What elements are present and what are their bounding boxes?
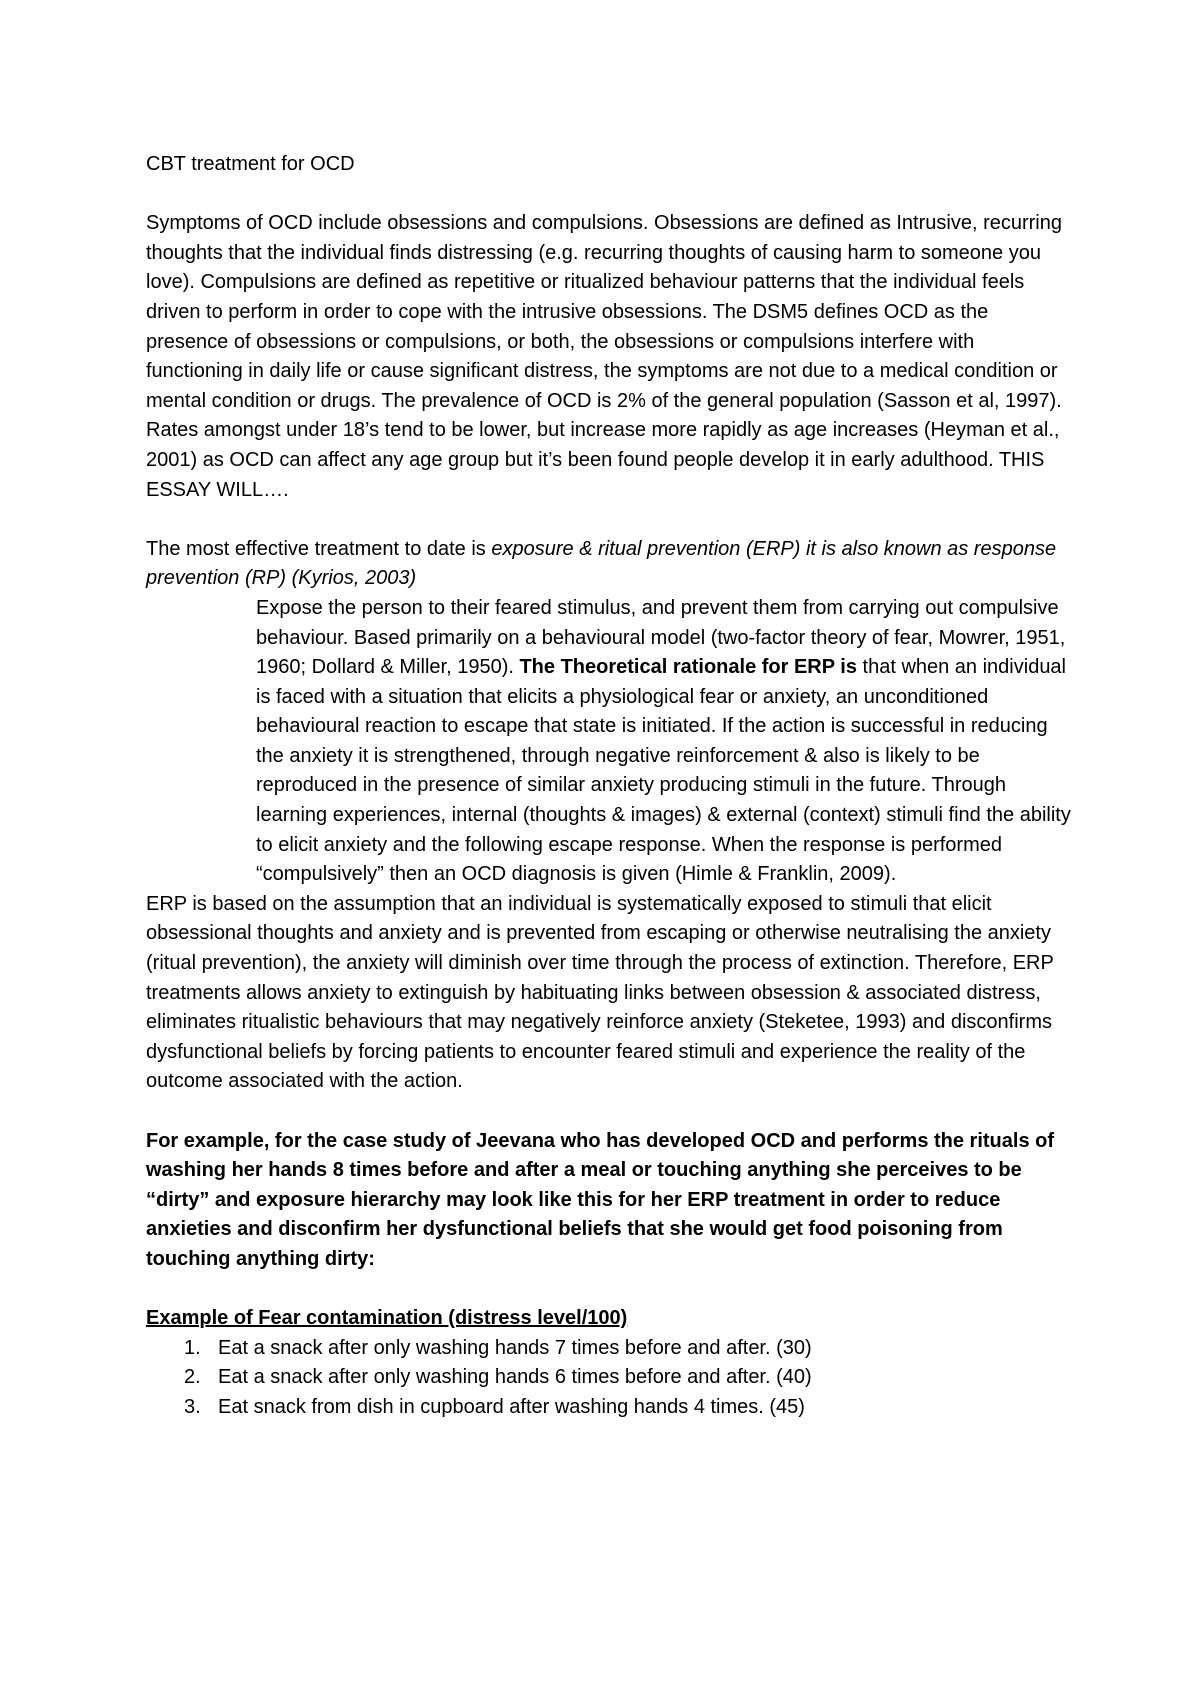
exposure-hierarchy-list — [146, 1334, 1076, 1423]
intro-paragraph: Symptoms of OCD include obsessions and compulsions. Obsessions are defined as Intrusive, recurring thoughts that the individual finds distressing (e.g. recurring thoughts of causing harm to someone you love). Compulsions are defined as repetitive or ritualized behaviour patterns that the individual feels driven to perform in order to cope with the intrusive obsessions. The DSM5 defines OCD as the presence of obsessions or compulsions, or both, the obsessions or compulsions interfere with functioning in daily life or cause significant distress, the symptoms are not due to a medical condition or mental condition or drugs. The prevalence of OCD is 2% of the general population (Sasson et al, 1997). Rates amongst under 18’s tend to be lower, but increase more rapidly as age increases (Heyman et al., 2001) as OCD can affect any age group but it’s been found people develop it in early adulthood. THIS ESSAY WILL…. — [146, 212, 1062, 501]
indented-block-bold: The Theoretical rationale for ERP is — [519, 656, 857, 679]
indented-block-part1: Expose the person to their feared stimulus, and prevent them from carrying out compulsive behaviour. Based primarily on a behavioural model (two-factor theory of fear, Mowrer, 1951, 1960; Dollard & Miller, 1950). — [256, 596, 1066, 679]
document-title: CBT treatment for OCD — [146, 153, 355, 175]
list-item-number: 1. — [184, 1336, 201, 1359]
list-item — [146, 1334, 1076, 1364]
list-item-number: 2. — [184, 1366, 201, 1389]
treatment-intro-italic: exposure & ritual prevention (ERP) it is also known as response prevention (RP) (Kyrios, 2003) — [146, 537, 1057, 590]
list-item-text: Eat snack from dish in cupboard after washing hands 4 times. (45) — [218, 1395, 805, 1418]
list-item-number: 3. — [184, 1395, 201, 1418]
list-item-text: Eat a snack after only washing hands 6 times before and after. (40) — [218, 1366, 812, 1389]
treatment-intro — [146, 535, 1076, 594]
spacer — [146, 1275, 1076, 1305]
spacer — [146, 505, 1076, 535]
list-item — [146, 1363, 1076, 1393]
list-item-text: Eat a snack after only washing hands 7 times before and after. (30) — [218, 1336, 812, 1359]
example-paragraph: For example, for the case study of Jeevana who has developed OCD and performs the rituals of washing her hands 8 times before and after a meal or touching anything she perceives to be “dirty” and exposure hierarchy may look like this for her ERP treatment in order to reduce anxieties and disconfirm her dysfunctional beliefs that she would get food poisoning from touching anything dirty: — [146, 1129, 1055, 1270]
erp-paragraph: ERP is based on the assumption that an individual is systematically exposed to stimuli that elicit obsessional thoughts and anxiety and is prevented from escaping or otherwise neutralising the anxiety (ritual prevention), the anxiety will diminish over time through the process of extinction. Therefore, ERP treatments allows anxiety to extinguish by habituating links between obsession & associated distress, eliminates ritualistic behaviours that may negatively reinforce anxiety (Steketee, 1993) and disconfirms dysfunctional beliefs by forcing patients to encounter feared stimuli and experience the reality of the outcome associated with the action. — [146, 892, 1054, 1093]
document-page — [146, 150, 1076, 1423]
spacer — [146, 1097, 1076, 1127]
indented-block — [256, 594, 1076, 890]
treatment-intro-plain: The most effective treatment to date is — [146, 537, 492, 560]
hierarchy-heading: Example of Fear contamination (distress level/100) — [146, 1307, 628, 1330]
indented-block-part2: that when an individual is faced with a situation that elicits a physiological fear or anxiety, an unconditioned behavioural reaction to escape that state is initiated. If the action is successful in reducing the anxiety it is strengthened, through negative reinforcement & also is likely to be reproduced in the presence of similar anxiety producing stimuli in the future. Through learning experiences, internal (thoughts & images) & external (context) stimuli find the ability to elicit anxiety and the following escape response. When the response is performed “compulsively” then an OCD diagnosis is given (Himle & Franklin, 2009). — [256, 656, 1071, 886]
list-item — [146, 1393, 1076, 1423]
spacer — [146, 180, 1076, 210]
